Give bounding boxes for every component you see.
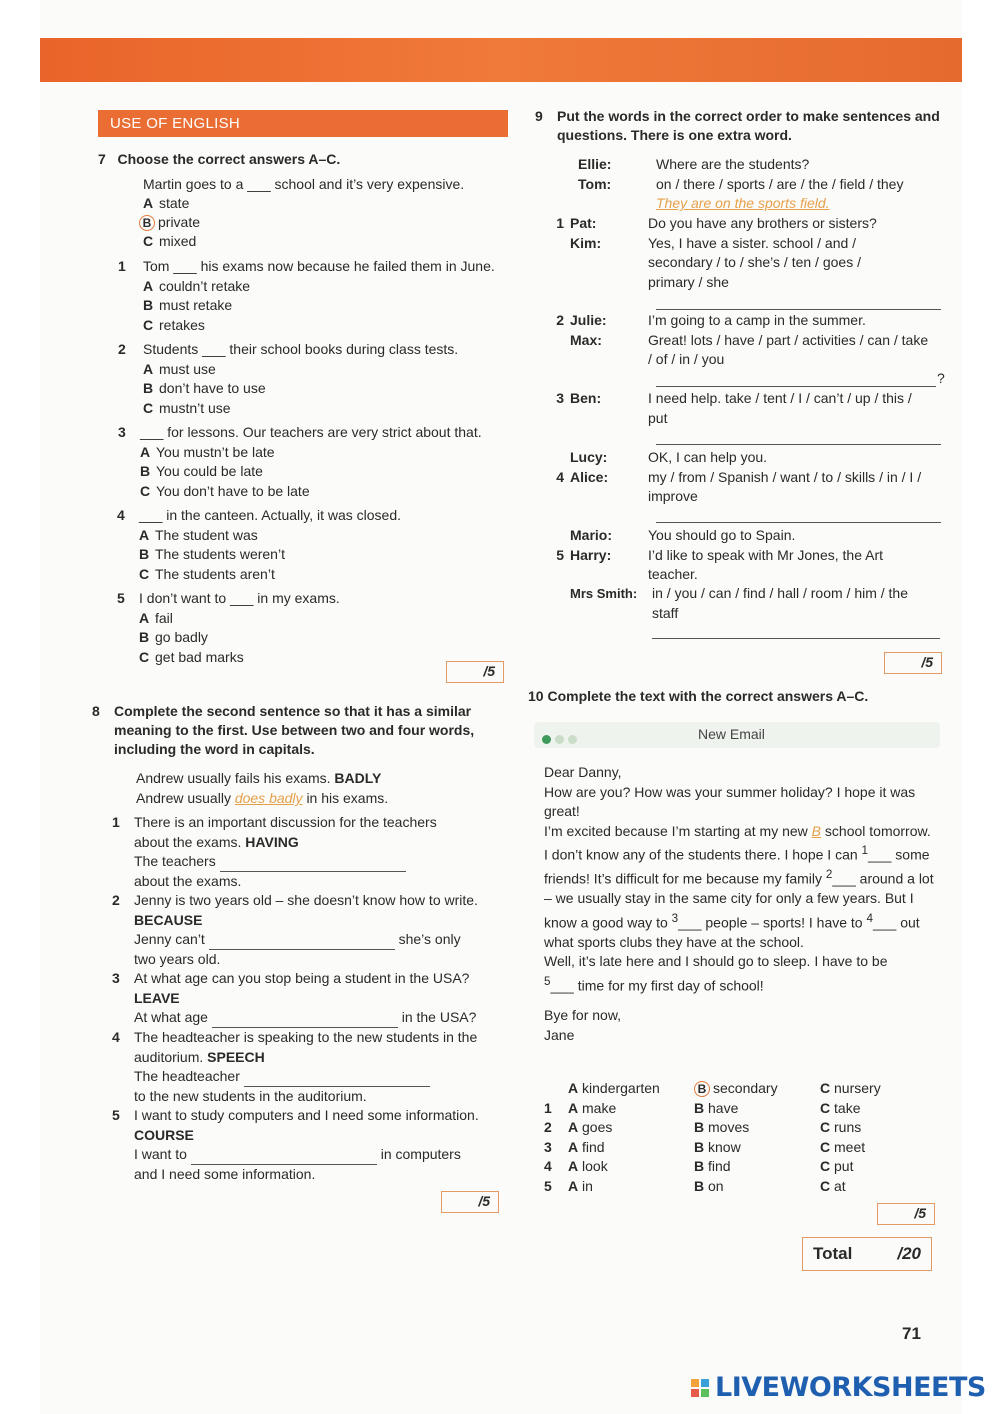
ex7-item-2-option-c[interactable]: C mustn’t use (143, 399, 231, 416)
ex9-item-5-answer-line[interactable] (652, 638, 940, 639)
ex9-item-4-answer-line[interactable] (656, 522, 941, 523)
liveworksheets-icon (690, 1378, 712, 1398)
total-label: Total (813, 1244, 853, 1263)
ex7-item-1-stem: Tom ___ his exams now because he failed them in June. (143, 258, 495, 274)
ex7-title (98, 150, 340, 169)
ex10-3-option-b[interactable]: B know (694, 1138, 741, 1155)
email-paragraph-3: Well, it’s late here and I should go to sleep. I have to be $^5$___ time for my first day of school! (544, 953, 888, 994)
email-body (544, 763, 936, 1045)
ex7-item-2-option-a[interactable]: A must use (143, 360, 216, 377)
ex7-item-5-option-a[interactable]: A fail (139, 609, 173, 626)
email-paragraph-2: I’m excited because I’m starting at my new B school tomorrow. I don’t know any of the students there. I hope I can $^1$___ some friends! It’s difficult for me because my family $^2$___ around a lot – we usually stay in the same city for only a few years. But I know a good way to $^3$___ people – sports! I have to $^4$___ out what sports clubs they have at the school. (544, 822, 934, 950)
ex9-instructions: Put the words in the correct order to make sentences and questions. There is one extra word. (557, 108, 940, 143)
ex9-example-answer: They are on the sports field. (656, 195, 830, 211)
ex10-number: 10 (528, 688, 544, 704)
ex7-example-stem: Martin goes to a ___ school and it’s very expensive. (143, 176, 465, 192)
ex8-item-1: 1 There is an important discussion for the teachers about the exams. HAVING The teachers about the exams. (112, 814, 437, 889)
ex10-ex-option-a[interactable]: A kindergarten (568, 1080, 660, 1096)
ex8-score-box: /5 (441, 1191, 499, 1213)
ex8-item-4-answer-blank[interactable] (244, 1086, 430, 1087)
ex8-example-s1: Andrew usually fails his exams. BADLY (136, 770, 382, 786)
ex10-1-option-b[interactable]: B have (694, 1099, 739, 1116)
email-signature: Jane (544, 1026, 575, 1043)
window-dot-icon (555, 735, 564, 744)
ex8-item-2: 2 Jenny is two years old – she doesn’t know how to write. BECAUSE Jenny can’t she’s only two years old. (112, 892, 478, 967)
ex8-item-5: 5 I want to study computers and I need some information. COURSE I want to in computers and I need some information. (112, 1107, 479, 1182)
ex9-item-5b: Mrs Smith: in / you / can / find / hall / room / him / the staff (570, 585, 909, 621)
ex9-item-3-answer-line[interactable] (656, 444, 941, 445)
ex9-item-2-question-mark: ? (937, 370, 945, 386)
ex10-ex-option-c[interactable]: C nursery (820, 1080, 881, 1096)
section-header: USE OF ENGLISH (98, 110, 508, 137)
email-paragraph-1: How are you? How was your summer holiday? I hope it was great! (544, 783, 916, 819)
ex8-item-4: 4 The headteacher is speaking to the new students in the auditorium. SPEECH The headteacher to the new students in the auditorium. (112, 1029, 478, 1104)
window-dot-icon (542, 735, 551, 744)
ex8-instructions: Complete the second sentence so that it has a similar meaning to the first. Use between two and four words, including the word in capitals. (114, 703, 475, 757)
ex9-title (535, 107, 945, 145)
ex7-item-4-option-b[interactable]: B The students weren’t (139, 546, 285, 562)
ex7-item-1: 1 Tom ___ his exams now because he failed them in June. A couldn’t retake B must retake C retakes (118, 257, 495, 335)
ex10-3-option-c[interactable]: C meet (820, 1138, 866, 1155)
ex7-item-2: 2 Students ___ their school books during class tests. A must use B don’t have to use C mustn’t use (118, 340, 458, 418)
ex10-title (528, 687, 868, 706)
selected-circle: B (139, 215, 155, 231)
ex10-5-option-c[interactable]: C at (820, 1177, 846, 1194)
ex8-item-1-answer-blank[interactable] (220, 871, 406, 872)
ex7-item-3: 3 ___ for lessons. Our teachers are very strict about that. A You mustn’t be late B You could be late C You don’t have to be late (118, 423, 482, 501)
page-number: 71 (902, 1324, 921, 1343)
ex7-item-4: 4 ___ in the canteen. Actually, it was closed. A The student was B The students weren’t C The students aren’t (117, 506, 401, 584)
total-score-box (802, 1237, 932, 1271)
ex7-instructions: Choose the correct answers A–C. (117, 151, 341, 167)
ex10-instructions: Complete the text with the correct answers A–C. (547, 688, 869, 704)
ex7-item-1-option-c[interactable]: C retakes (143, 316, 205, 333)
ex10-4-option-a[interactable]: A look (568, 1158, 608, 1174)
ex7-item-2-option-b[interactable]: B don’t have to use (143, 380, 266, 396)
ex7-item-2-stem: Students ___ their school books during class tests. (143, 341, 459, 357)
ex8-title (92, 702, 507, 759)
ex7-score-box: /5 (446, 661, 504, 683)
ex10-5-option-b[interactable]: B on (694, 1177, 724, 1194)
ex7-number: 7 (98, 151, 106, 167)
window-dots (542, 731, 581, 749)
brand-logo (690, 1372, 986, 1403)
ex7-item-5-stem: I don’t want to ___ in my exams. (139, 590, 340, 606)
ex10-4-option-c[interactable]: C put (820, 1158, 854, 1174)
ex10-example-answer: B (811, 822, 822, 839)
header-banner (40, 38, 962, 82)
ex10-4-option-b[interactable]: B find (694, 1158, 731, 1174)
ex7-item-1-option-a[interactable]: A couldn’t retake (143, 277, 251, 294)
ex10-1-option-c[interactable]: C take (820, 1099, 861, 1116)
ex8-item-2-answer-blank[interactable] (209, 949, 395, 950)
ex8-example-answer: does badly (234, 790, 303, 806)
ex10-2-option-b[interactable]: B moves (694, 1119, 750, 1135)
ex7-example-option-b[interactable]: B private (139, 213, 200, 233)
ex7-example-option-c[interactable]: C mixed (143, 233, 197, 249)
ex9-score-box: /5 (884, 652, 942, 674)
ex9-item-2-answer-line[interactable] (656, 386, 936, 387)
ex10-ex-option-b[interactable]: B secondary (694, 1079, 820, 1099)
ex7-item-5: 5 I don’t want to ___ in my exams. A fail B go badly C get bad marks (117, 589, 340, 667)
email-signoff: Bye for now, (544, 1007, 622, 1024)
ex10-1-option-a[interactable]: A make (568, 1099, 617, 1116)
ex7-item-3-option-a[interactable]: A You mustn’t be late (140, 443, 275, 460)
ex10-5-option-a[interactable]: A in (568, 1177, 593, 1194)
ex8-item-3: 3 At what age can you stop being a student in the USA? LEAVE At what age in the USA? (112, 969, 502, 1028)
ex9-item-3: 3 Ben: I need help. take / tent / I / can’t / up / this / put (556, 390, 912, 426)
ex7-item-5-option-b[interactable]: B go badly (139, 629, 208, 645)
ex7-item-1-option-b[interactable]: B must retake (143, 297, 233, 313)
email-title: New Email (698, 726, 765, 742)
brand-name: LIVEWORKSHEETS (715, 1372, 986, 1403)
window-dot-icon (568, 735, 577, 744)
ex9-item-2: 2 Julie: I’m going to a camp in the summer. Max: Great! lots / have / part / activities / can / take / of / in / you (556, 312, 929, 367)
ex9-item-4b-5: Mario: You should go to Spain. 5 Harry: I’d like to speak with Mr Jones, the Art teacher. (556, 527, 883, 582)
ex7-item-5-option-c[interactable]: C get bad marks (139, 648, 244, 665)
ex10-2-option-a[interactable]: A goes (568, 1119, 613, 1135)
ex9-item-1-answer-line[interactable] (656, 309, 941, 310)
total-value: /20 (897, 1244, 921, 1263)
ex8-example-s2: Andrew usually does badly in his exams. (136, 790, 389, 806)
ex10-2-option-c[interactable]: C runs (820, 1119, 862, 1135)
email-greeting: Dear Danny, (544, 764, 622, 780)
ex9-item-3b-4: Lucy: OK, I can help you. 4 Alice: my / from / Spanish / want / to / skills / in / I / improve (556, 449, 922, 504)
ex8-number: 8 (92, 703, 100, 719)
ex7-item-4-stem: ___ in the canteen. Actually, it was closed. (139, 507, 402, 523)
ex9-number: 9 (535, 108, 543, 124)
ex9-item-1: 1 Pat: Do you have any brothers or sisters? Kim: Yes, I have a sister. school / and / secondary / to / she’s / ten / goes / primary / she (556, 215, 877, 290)
ex8-item-5-answer-blank[interactable] (191, 1164, 377, 1165)
ex7-item-4-option-c[interactable]: C The students aren’t (139, 565, 275, 582)
email-window-bar (534, 722, 940, 748)
ex7-item-4-option-a[interactable]: A The student was (139, 526, 258, 543)
ex7-example-option-a[interactable]: A state (143, 195, 190, 211)
ex9-example: Ellie: Where are the students? Tom: on / there / sports / are / the / field / they They are on the sports field. (556, 155, 946, 214)
ex10-score-box: /5 (877, 1203, 935, 1225)
ex7-item-3-option-b[interactable]: B You could be late (140, 463, 263, 479)
ex7-item-3-stem: ___ for lessons. Our teachers are very strict about that. (140, 424, 482, 440)
ex7-item-3-option-c[interactable]: C You don’t have to be late (140, 482, 310, 499)
ex10-3-option-a[interactable]: A find (568, 1138, 605, 1155)
ex10-options: A kindergarten B secondary C nursery 1 A make B have C take 2 A goes B moves C runs 3 A find B know C meet 4 A look B find C put 5 A in B on C at (544, 1079, 930, 1196)
